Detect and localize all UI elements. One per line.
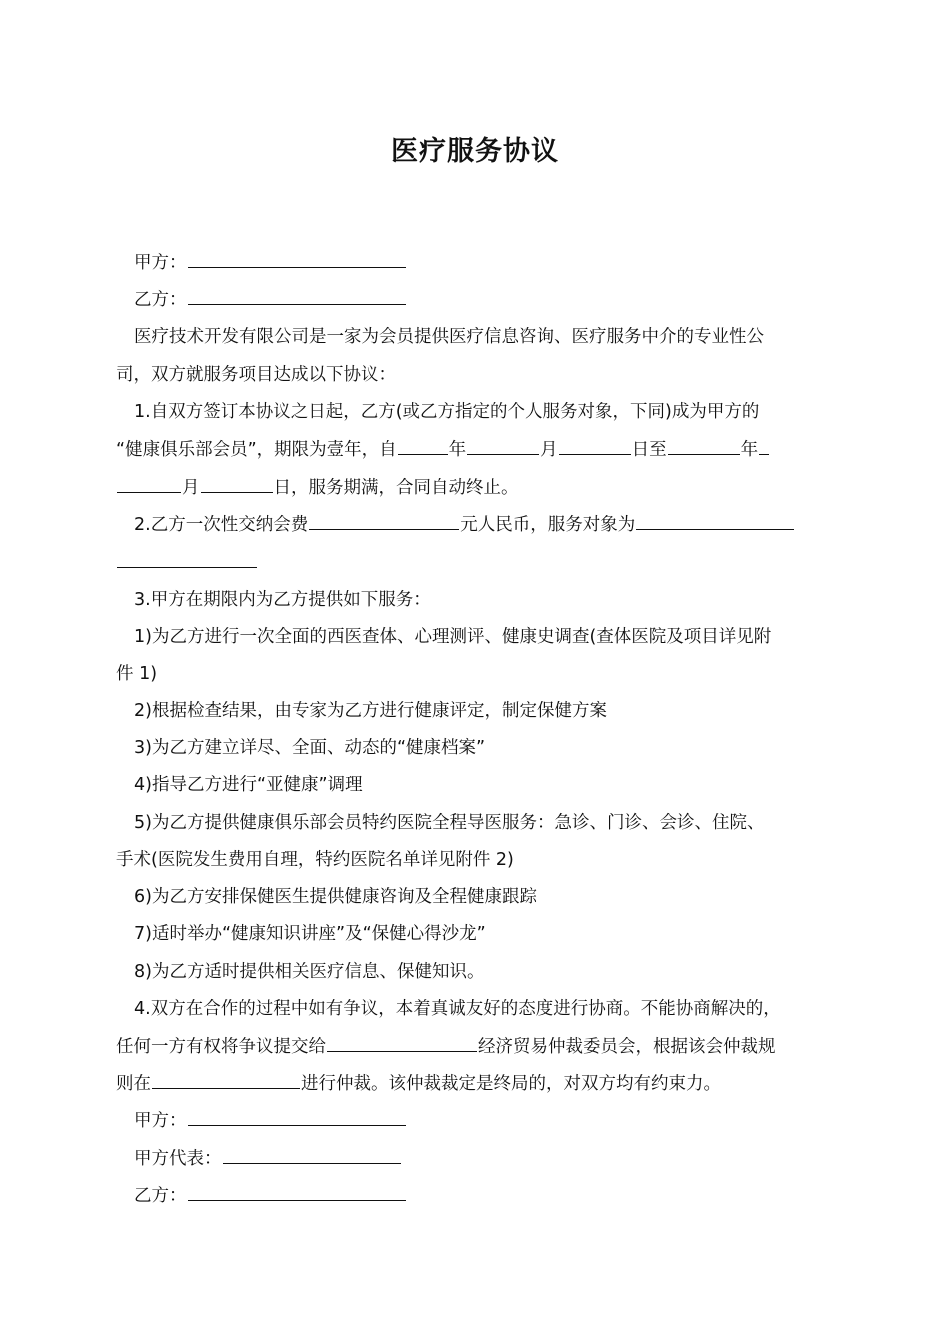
clause2-line-1 bbox=[134, 512, 795, 538]
clause3-item1-line2: 件 1) bbox=[116, 664, 158, 684]
signature-party-a-rep bbox=[134, 1146, 402, 1172]
clause1-line-1: 1.自双方签订本协议之日起，乙方(或乙方指定的个人服务对象，下同)成为甲方的 bbox=[134, 402, 760, 422]
party-a-blank bbox=[188, 251, 406, 268]
clause3-item1-line1: 1)为乙方进行一次全面的西医查体、心理测评、健康史调查(查体医院及项目详见附 bbox=[134, 627, 772, 647]
clause3-item3: 3)为乙方建立详尽、全面、动态的“健康档案” bbox=[134, 738, 486, 758]
signature-party-a-rep-blank bbox=[223, 1147, 401, 1164]
signature-party-b bbox=[134, 1183, 407, 1209]
clause1-text-c: 月 bbox=[540, 440, 558, 460]
end-day-blank bbox=[201, 476, 273, 493]
signature-party-a-rep-label: 甲方代表： bbox=[134, 1149, 222, 1169]
intro-line-2: 司，双方就服务项目达成以下协议： bbox=[116, 365, 396, 385]
clause3-item8: 8)为乙方适时提供相关医疗信息、保健知识。 bbox=[134, 962, 485, 982]
start-year-blank bbox=[398, 438, 448, 455]
clause2-text-b: 元人民币，服务对象为 bbox=[460, 515, 636, 535]
fee-blank bbox=[309, 513, 459, 530]
clause1-line-3 bbox=[116, 475, 519, 501]
clause2-text-a: 2.乙方一次性交纳会费 bbox=[134, 515, 309, 535]
clause1-text-a: “健康俱乐部会员”，期限为壹年，自 bbox=[116, 440, 397, 460]
signature-party-a-label: 甲方： bbox=[134, 1111, 187, 1131]
clause4-line-2 bbox=[116, 1034, 776, 1060]
signature-party-a bbox=[134, 1108, 407, 1134]
service-target-blank-cont bbox=[117, 551, 257, 568]
start-month-blank bbox=[467, 438, 539, 455]
clause1-text-g: 日，服务期满，合同自动终止。 bbox=[273, 478, 519, 498]
clause3-item7: 7)适时举办“健康知识讲座”及“保健心得沙龙” bbox=[134, 924, 486, 944]
intro-line-1: 医疗技术开发有限公司是一家为会员提供医疗信息咨询、医疗服务中介的专业性公 bbox=[134, 327, 764, 347]
clause3-item2: 2)根据检查结果，由专家为乙方进行健康评定，制定保健方案 bbox=[134, 701, 607, 721]
clause2-line-2 bbox=[116, 550, 258, 576]
clause3-item5-line1: 5)为乙方提供健康俱乐部会员特约医院全程导医服务：急诊、门诊、会诊、住院、 bbox=[134, 813, 765, 833]
clause1-text-e: 年 bbox=[740, 440, 759, 460]
service-target-blank bbox=[636, 513, 794, 530]
clause4-text-d: 进行仲裁。该仲裁裁定是终局的，对双方均有约束力。 bbox=[301, 1074, 721, 1094]
clause3-item4: 4)指导乙方进行“亚健康”调理 bbox=[134, 775, 363, 795]
arbitration-place-blank bbox=[152, 1072, 300, 1089]
clause1-text-f: 月 bbox=[182, 478, 200, 498]
party-b-line bbox=[134, 287, 407, 313]
signature-party-b-blank bbox=[188, 1184, 406, 1201]
document-title: 医疗服务协议 bbox=[391, 136, 559, 167]
end-year-blank bbox=[668, 438, 740, 455]
party-a-label: 甲方： bbox=[134, 253, 187, 273]
party-b-label: 乙方： bbox=[134, 290, 187, 310]
clause4-text-a: 任何一方有权将争议提交给 bbox=[116, 1037, 326, 1057]
start-day-blank bbox=[559, 438, 631, 455]
party-a-line bbox=[134, 250, 407, 276]
arbitration-body-blank bbox=[327, 1035, 477, 1052]
clause3-heading: 3.甲方在期限内为乙方提供如下服务： bbox=[134, 590, 431, 610]
clause1-text-b: 年 bbox=[448, 440, 467, 460]
signature-party-b-label: 乙方： bbox=[134, 1186, 187, 1206]
signature-party-a-blank bbox=[188, 1109, 406, 1126]
clause1-text-d: 日至 bbox=[631, 440, 667, 460]
clause4-text-c: 则在 bbox=[116, 1074, 151, 1094]
party-b-blank bbox=[188, 288, 406, 305]
clause3-item6: 6)为乙方安排保健医生提供健康咨询及全程健康跟踪 bbox=[134, 887, 537, 907]
clause4-line-3 bbox=[116, 1071, 721, 1097]
clause3-item5-line2: 手术(医院发生费用自理，特约医院名单详见附件 2) bbox=[116, 850, 514, 870]
clause1-line-2 bbox=[116, 437, 770, 463]
clause4-line-1: 4.双方在合作的过程中如有争议，本着真诚友好的态度进行协商。不能协商解决的， bbox=[134, 999, 781, 1019]
end-month-blank-part bbox=[759, 438, 769, 455]
end-month-blank bbox=[117, 476, 181, 493]
clause4-text-b: 经济贸易仲裁委员会，根据该会仲裁规 bbox=[478, 1037, 776, 1057]
